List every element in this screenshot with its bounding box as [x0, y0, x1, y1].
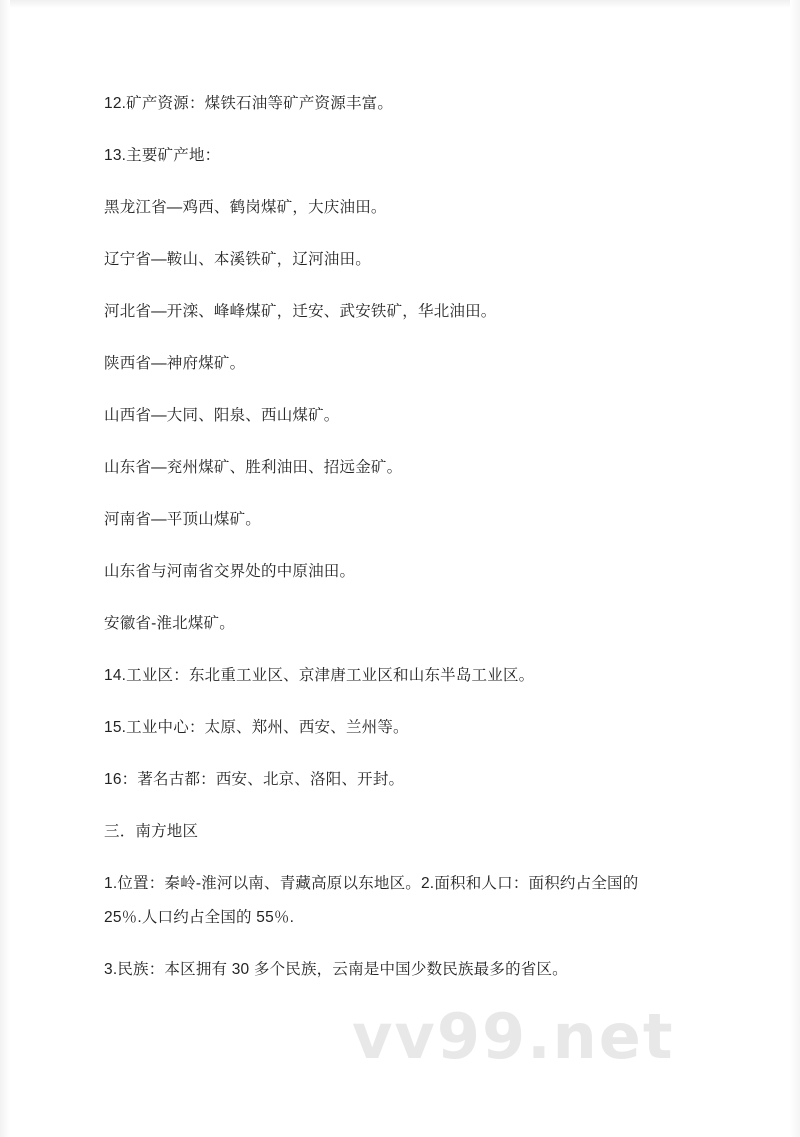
paragraph-industrial-zones: 14.工业区：东北重工业区、京津唐工业区和山东半岛工业区。 [104, 667, 535, 685]
paragraph-shaanxi: 陕西省—神府煤矿。 [104, 355, 246, 373]
paragraph-anhui: 安徽省-淮北煤矿。 [104, 615, 235, 633]
paragraph-industrial-centers: 15.工业中心：太原、郑州、西安、兰州等。 [104, 719, 409, 737]
paragraph-ancient-capitals: 16：著名古都：西安、北京、洛阳、开封。 [104, 771, 405, 789]
paragraph-location-line-2: 25％.人口约占全国的 55％. [104, 909, 295, 927]
paragraph-shanxi: 山西省—大同、阳泉、西山煤矿。 [104, 407, 340, 425]
heading-section-three-south-region: 三．南方地区 [104, 823, 199, 841]
paragraph-hebei: 河北省—开滦、峰峰煤矿，迁安、武安铁矿，华北油田。 [104, 303, 497, 321]
page-edge-shading-left [0, 0, 10, 1137]
paragraph-shandong: 山东省—兖州煤矿、胜利油田、招远金矿。 [104, 459, 403, 477]
page-edge-shading-right [790, 0, 800, 1137]
paragraph-mineral-resources: 12.矿产资源：煤铁石油等矿产资源丰富。 [104, 95, 394, 112]
document-body [104, 92, 704, 1010]
paragraph-ethnic-groups: 3.民族：本区拥有 30 多个民族，云南是中国少数民族最多的省区。 [104, 961, 568, 979]
paragraph-main-mineral-sites: 13.主要矿产地： [104, 147, 221, 165]
watermark-text: vv99.net [352, 1000, 675, 1073]
page-edge-shading-top [0, 0, 800, 8]
paragraph-liaoning: 辽宁省—鞍山、本溪铁矿，辽河油田。 [104, 251, 371, 269]
paragraph-location-line-1: 1.位置：秦岭-淮河以南、青藏高原以东地区。2.面积和人口：面积约占全国的 [104, 875, 639, 893]
paragraph-henan: 河南省—平顶山煤矿。 [104, 511, 262, 529]
paragraph-zhongyuan-oilfield: 山东省与河南省交界处的中原油田。 [104, 563, 356, 581]
paragraph-heilongjiang: 黑龙江省—鸡西、鹤岗煤矿，大庆油田。 [104, 199, 387, 217]
